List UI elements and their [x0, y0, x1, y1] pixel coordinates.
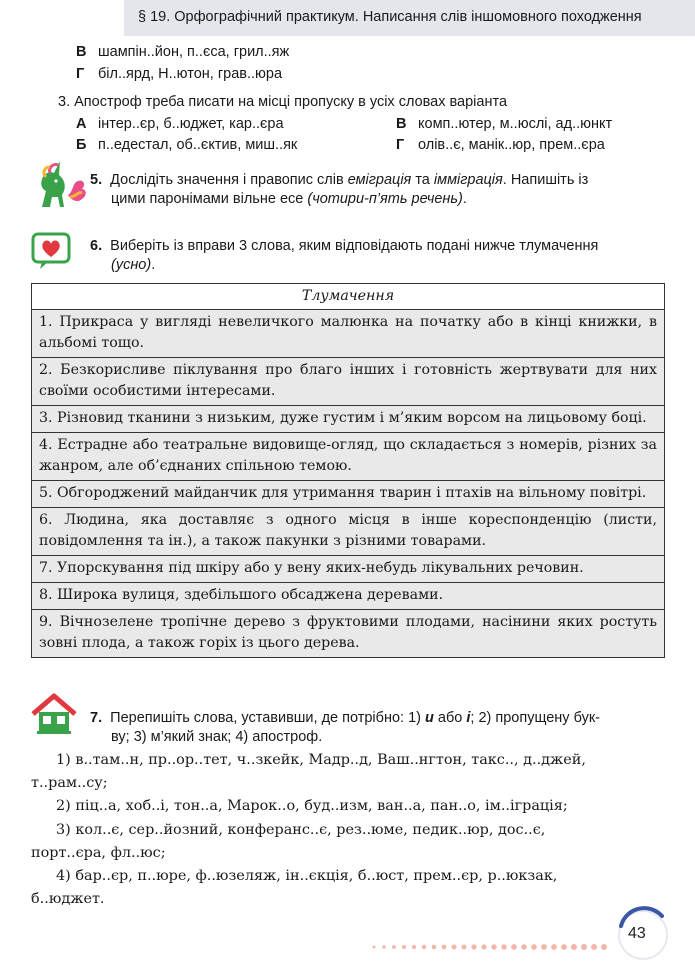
- question-3-option-v: В комп..ютер, м..юслі, ад..юнкт: [396, 116, 613, 132]
- house-icon: [29, 692, 79, 736]
- exercise-line: 1) в..там..н, пр..ор..тет, ч..зкейк, Мадр..д, Ваш..нгтон, такс.., д..джей,: [56, 752, 586, 768]
- footer-dots-decoration: [370, 942, 630, 952]
- table-row: 1. Прикраса у вигляді невеличкого малюнка на початку або в кінці книжки, в альбомі тощо.: [32, 310, 665, 358]
- exercise-line: 4) бар..єр, п..юре, ф..юзеляж, ін..єкція, б..юст, прем..єр, р..юкзак,: [56, 868, 558, 884]
- table-row: 8. Широка вулиця, здебільшого обсаджена деревами.: [32, 583, 665, 610]
- table-row: 9. Вічнозелене тропічне дерево з фруктовими плодами, насінини яких ростуть зовні плода, а також горіх із цього дерева.: [32, 610, 665, 658]
- question-3-option-g: Г олів..є, манік..юр, прем..єра: [396, 137, 605, 153]
- option-v-top: В шампін..йон, п..єса, грил..яж: [76, 44, 290, 60]
- task-5-line-1: 5. Дослідіть значення і правопис слів еміграція та імміграція. Напишіть із: [90, 172, 589, 188]
- task-6-line-1: 6. Виберіть із вправи 3 слова, яким відповідають подані нижче тлумачення: [90, 238, 599, 254]
- table-row: 7. Упорскування під шкіру або у вену яких-небудь лікувальних речовин.: [32, 556, 665, 583]
- exercise-line: т..рам..су;: [31, 775, 108, 791]
- table-row: 6. Людина, яка доставляє з одного місця в інше кореспонденцію (листи, повідомлення та ін.), а також пакунки з різними товарами.: [32, 508, 665, 556]
- unicorn-icon: [28, 155, 90, 215]
- question-3-option-b: Б п..едестал, об..єктив, миш..як: [76, 137, 298, 153]
- page-number: 43: [628, 925, 646, 942]
- task-7-line-1: 7. Перепишіть слова, уставивши, де потрібно: 1) и або і; 2) пропущену бук-: [90, 710, 600, 726]
- table-row: 4. Естрадне або театральне видовище-огляд, що складається з номерів, різних за жанром, але об’єднаних спільною темою.: [32, 433, 665, 481]
- definitions-table: [31, 283, 665, 658]
- task-7-line-2: ву; 3) м’який знак; 4) апостроф.: [111, 729, 323, 745]
- question-3-option-a: А інтер..єр, б..юджет, кар..єра: [76, 116, 284, 132]
- table-row: 5. Обгороджений майданчик для утримання тварин і птахів на вільному повітрі.: [32, 481, 665, 508]
- table-row: 2. Безкорисливе піклування про благо інших і готовність жертвувати для них своїми особистими інтересами.: [32, 358, 665, 406]
- exercise-line: порт..єра, фл..юс;: [31, 845, 166, 861]
- question-3-text: 3. Апостроф треба писати на місці пропуску в усіх словах варіанта: [58, 94, 508, 110]
- table-row: 3. Різновид тканини з низьким, дуже густим і м’яким ворсом на лицьовому боці.: [32, 406, 665, 433]
- exercise-line: б..юджет.: [31, 891, 105, 907]
- exercise-line: 2) піц..а, хоб..і, тон..а, Марок..о, буд..изм, ван..а, пан..о, ім..іграція;: [56, 798, 568, 814]
- option-g-top: Г біл..ярд, Н..ютон, грав..юра: [76, 66, 283, 82]
- exercise-line: 3) кол..є, сер..йозний, конферанс..є, рез..юме, педик..юр, дос..є,: [56, 822, 546, 838]
- task-5-line-2: цими паронімами вільне есе (чотири-п’ять речень).: [111, 191, 467, 207]
- heart-chat-icon: [30, 231, 72, 271]
- page-header-title: § 19. Орфографічний практикум. Написання слів іншомовного походження: [138, 9, 642, 25]
- task-6-line-2: (усно).: [111, 257, 156, 273]
- table-header: Тлумачення: [32, 284, 665, 310]
